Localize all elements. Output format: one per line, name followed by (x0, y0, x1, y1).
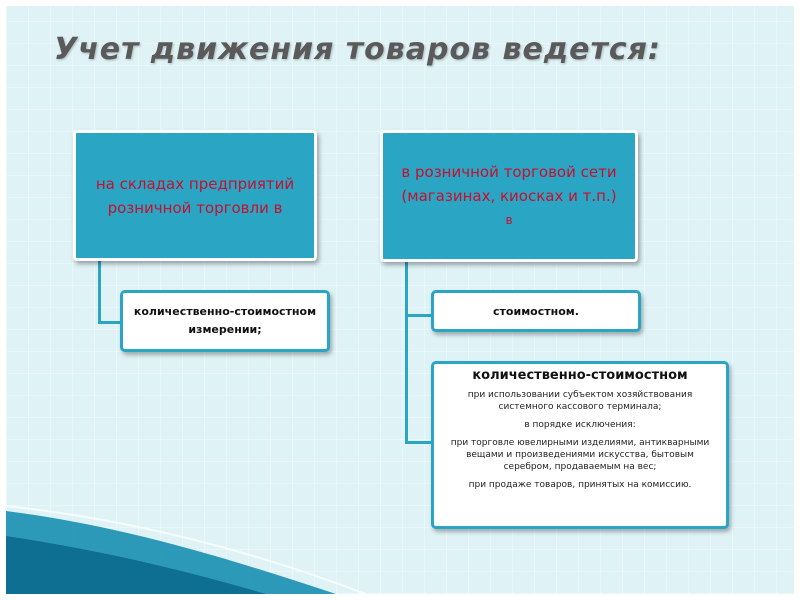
right-top-line-3: в (505, 213, 513, 227)
connector-left-vertical (98, 261, 101, 324)
connector-right-branch-1 (405, 314, 431, 317)
slide (6, 6, 794, 594)
right-sub-2-item: при торговле ювелирными изделиями, антикварными вещами и произведениями искусства, бытовым серебром, продаваемым на вес; (450, 438, 710, 472)
right-sub-2-item: при использовании субъектом хозяйствования системного кассового терминала; (467, 390, 693, 412)
connector-right-branch-2 (405, 441, 431, 444)
left-sub-line-2: измерении; (188, 323, 262, 336)
left-top-box (73, 130, 317, 261)
right-sub-2-item: при продаже товаров, принятых на комиссию. (468, 480, 692, 490)
right-sub-box-2 (431, 361, 729, 529)
page-title: Учет движения товаров ведется: (54, 32, 661, 67)
right-top-line-1: в розничной торговой сети (401, 163, 617, 181)
right-sub-1-text: стоимостном. (493, 304, 579, 318)
right-sub-2-item: в порядке исключения: (524, 420, 636, 430)
left-top-line-2: розничной торговли в (107, 198, 283, 217)
right-sub-box-1 (431, 290, 641, 332)
left-top-line-1: на складах предприятий (95, 174, 295, 193)
left-sub-line-1: количественно-стоимостном (133, 305, 317, 318)
right-top-box (380, 130, 638, 262)
right-sub-2-heading: количественно-стоимостном (472, 368, 688, 383)
connector-right-vertical (405, 262, 408, 444)
left-sub-box (120, 290, 330, 352)
right-top-line-2: (магазинах, киосках и т.п.) (401, 187, 617, 205)
